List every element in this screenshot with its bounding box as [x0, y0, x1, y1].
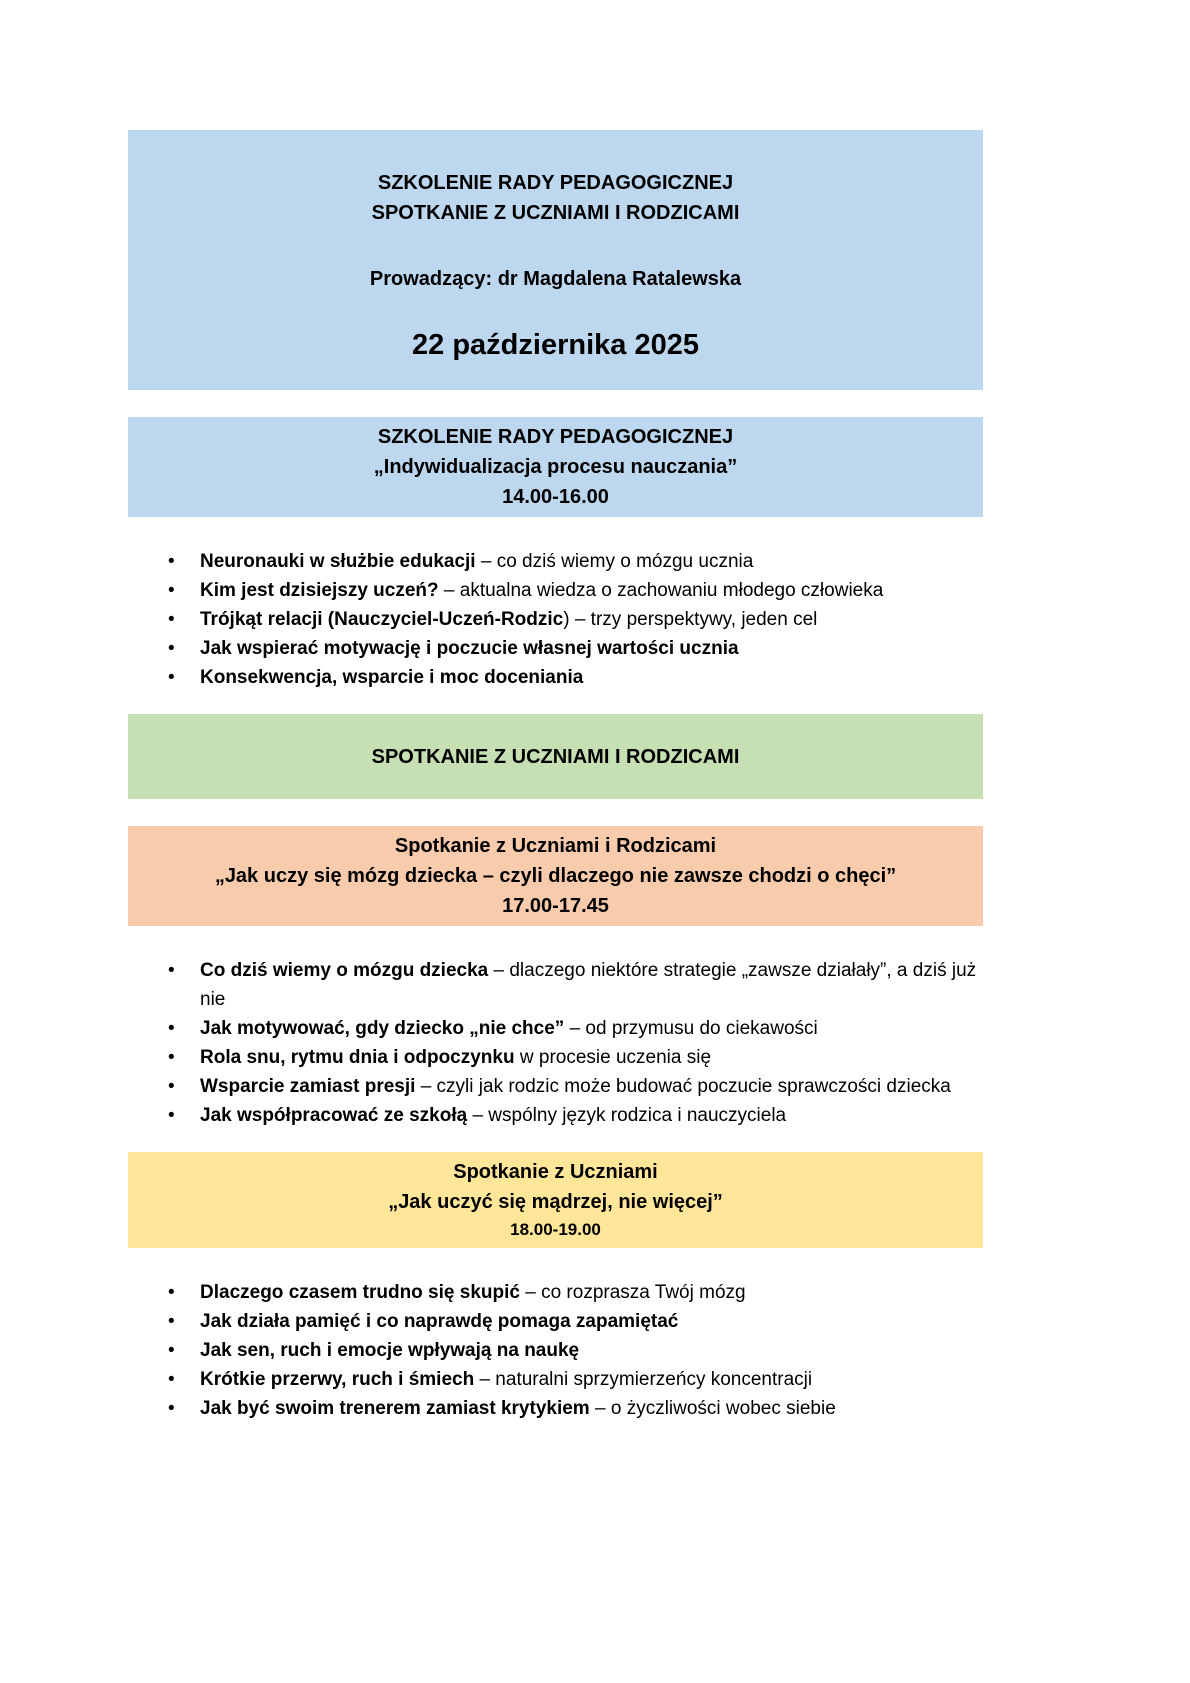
bullet-item [128, 634, 983, 663]
topic-rest: w procesie uczenia się [514, 1047, 712, 1068]
topic-rest: – co rozprasza Twój mózg [519, 1282, 746, 1303]
divider-title: SPOTKANIE Z UCZNIAMI I RODZICAMI [371, 745, 740, 768]
session1-subtitle: „Indywidualizacja procesu nauczania” [373, 456, 738, 478]
bullet-marker-icon [168, 1336, 175, 1365]
topic-lead: Wsparcie zamiast presji [200, 1076, 416, 1097]
topic-lead: Kim jest dzisiejszy uczeń? [200, 580, 439, 601]
topic-rest: – co dziś wiemy o mózgu ucznia [475, 551, 754, 572]
session1-header-block [128, 417, 983, 517]
topic-rest: – aktualna wiedza o zachowaniu młodego człowieka [438, 580, 884, 601]
bullet-item [128, 1101, 983, 1130]
bullet-item [128, 1043, 983, 1072]
bullet-item [128, 956, 983, 1014]
topic-rest: ) – trzy perspektywy, jeden cel [563, 609, 818, 630]
bullet-item [128, 605, 983, 634]
document-title-line2: SPOTKANIE Z UCZNIAMI I RODZICAMI [371, 202, 740, 224]
topic-lead: Jak wspierać motywację i poczucie własnej wartości ucznia [200, 638, 739, 659]
bullet-marker-icon [168, 547, 175, 576]
session1-title: SZKOLENIE RADY PEDAGOGICZNEJ [377, 426, 734, 448]
bullet-marker-icon [168, 663, 175, 692]
bullet-item [128, 1072, 983, 1101]
date-line: 22 października 2025 [412, 329, 699, 361]
topic-lead: Konsekwencja, wsparcie i moc doceniania [200, 667, 584, 688]
session1-time: 14.00-16.00 [502, 486, 609, 508]
bullet-marker-icon [168, 1394, 175, 1423]
session3-title: Spotkanie z Uczniami [453, 1161, 658, 1183]
bullet-marker-icon [168, 1365, 175, 1394]
session3-topic-list [128, 1278, 983, 1423]
session3-time: 18.00-19.00 [510, 1220, 601, 1239]
topic-lead: Neuronauki w służbie edukacji [200, 551, 476, 572]
topic-lead: Jak być swoim trenerem zamiast krytykiem [200, 1398, 590, 1419]
divider-block [128, 714, 983, 799]
bullet-marker-icon [168, 1101, 175, 1130]
bullet-item [128, 663, 983, 692]
title-block [128, 130, 983, 390]
topic-rest: – naturalni sprzymierzeńcy koncentracji [474, 1369, 813, 1390]
bullet-marker-icon [168, 1043, 175, 1072]
session3-header-block [128, 1152, 983, 1248]
bullet-marker-icon [168, 634, 175, 663]
session2-time: 17.00-17.45 [502, 895, 609, 917]
session2-title: Spotkanie z Uczniami i Rodzicami [394, 835, 717, 857]
bullet-item [128, 1394, 983, 1423]
bullet-item [128, 576, 983, 605]
topic-lead: Krótkie przerwy, ruch i śmiech [200, 1369, 475, 1390]
session2-subtitle: „Jak uczy się mózg dziecka – czyli dlaczego nie zawsze chodzi o chęci” [214, 865, 897, 887]
topic-lead: Rola snu, rytmu dnia i odpoczynku [200, 1047, 515, 1068]
bullet-marker-icon [168, 1072, 175, 1101]
topic-rest: – czyli jak rodzic może budować poczucie sprawczości dziecka [415, 1076, 951, 1097]
document-title-line1: SZKOLENIE RADY PEDAGOGICZNEJ [377, 172, 734, 194]
topic-rest: – o życzliwości wobec siebie [589, 1398, 836, 1419]
topic-lead: Co dziś wiemy o mózgu dziecka [200, 960, 489, 981]
session2-topic-list [128, 956, 983, 1130]
bullet-marker-icon [168, 576, 175, 605]
topic-rest: – wspólny język rodzica i nauczyciela [467, 1105, 787, 1126]
bullet-item [128, 1365, 983, 1394]
topic-rest: – od przymusu do ciekawości [564, 1018, 818, 1039]
bullet-item [128, 1307, 983, 1336]
session3-subtitle: „Jak uczyć się mądrzej, nie więcej” [388, 1191, 723, 1213]
bullet-item [128, 1014, 983, 1043]
topic-rest: – dlaczego niektóre strategie „zawsze działały”, a dziś już nie [200, 960, 977, 1010]
topic-lead: Trójkąt relacji (Nauczyciel-Uczeń-Rodzic [200, 609, 564, 630]
topic-lead: Jak współpracować ze szkołą [200, 1105, 468, 1126]
bullet-marker-icon [168, 1014, 175, 1043]
topic-lead: Jak motywować, gdy dziecko „nie chce” [200, 1018, 565, 1039]
bullet-marker-icon [168, 956, 175, 985]
topic-lead: Jak działa pamięć i co naprawdę pomaga zapamiętać [200, 1311, 679, 1332]
bullet-marker-icon [168, 1307, 175, 1336]
session2-header-block [128, 826, 983, 926]
bullet-marker-icon [168, 605, 175, 634]
topic-lead: Dlaczego czasem trudno się skupić [200, 1282, 520, 1303]
bullet-item [128, 547, 983, 576]
bullet-item [128, 1336, 983, 1365]
session1-topic-list [128, 547, 983, 692]
topic-lead: Jak sen, ruch i emocje wpływają na naukę [200, 1340, 580, 1361]
presenter-line: Prowadzący: dr Magdalena Ratalewska [369, 268, 742, 290]
bullet-item [128, 1278, 983, 1307]
bullet-marker-icon [168, 1278, 175, 1307]
